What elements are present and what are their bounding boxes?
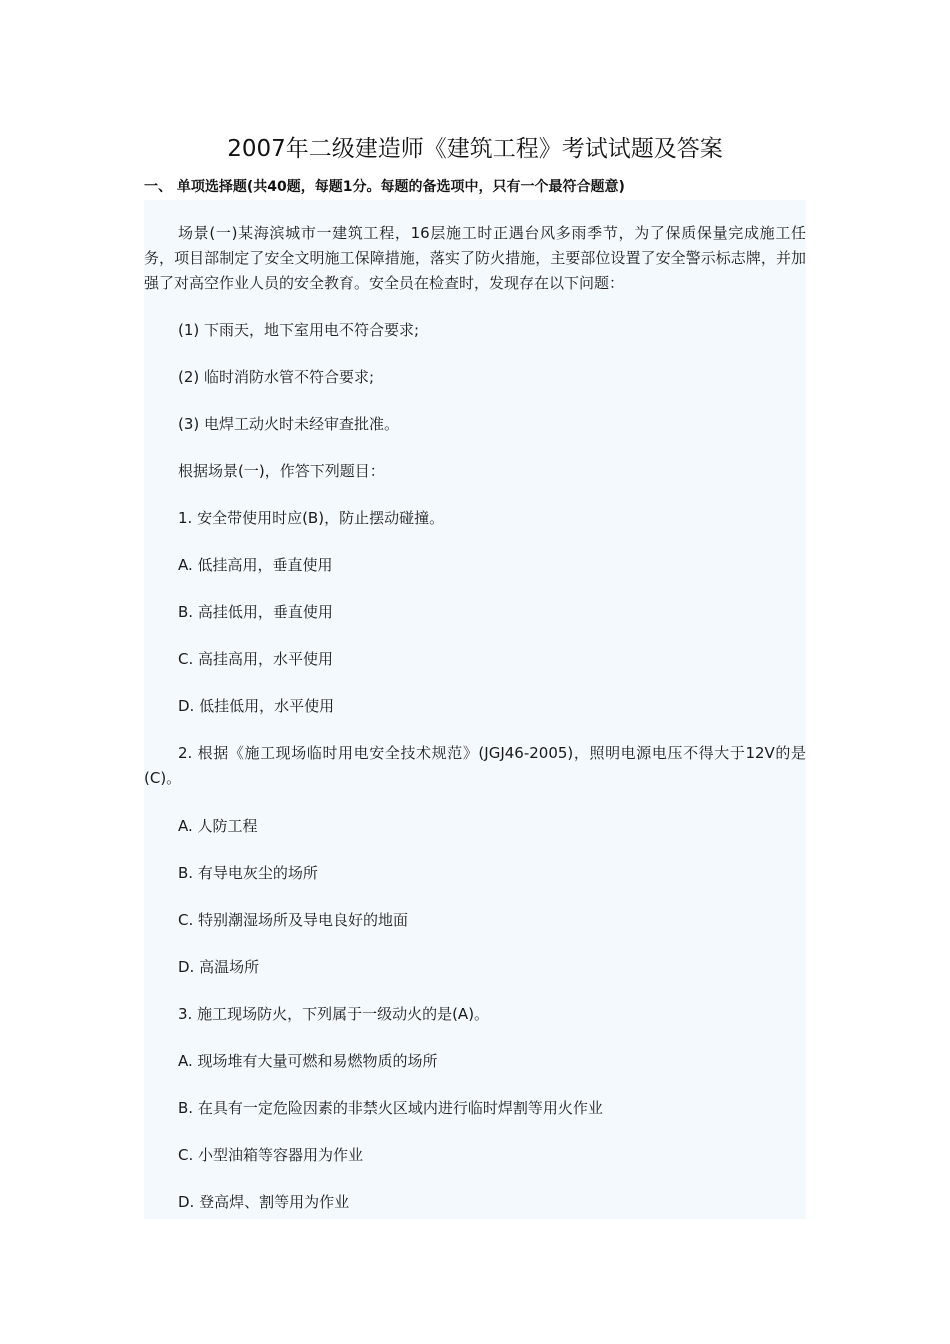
question-stem: 2. 根据《施工现场临时用电安全技术规范》(JGJ46-2005)，照明电源电压不得大于12V的是(C)。 <box>144 744 806 787</box>
question-option: D. 高温场所 <box>178 958 260 976</box>
question-option: B. 有导电灰尘的场所 <box>178 864 318 882</box>
question-option: C. 高挂高用，水平使用 <box>178 650 334 668</box>
section-heading: 一、 单项选择题(共40题，每题1分。每题的备选项中，只有一个最符合题意) <box>144 179 625 195</box>
question-option: A. 现场堆有大量可燃和易燃物质的场所 <box>178 1052 438 1070</box>
scenario-instruction: 根据场景(一)，作答下列题目： <box>178 462 385 480</box>
question-option: C. 小型油箱等容器用为作业 <box>178 1146 364 1164</box>
page-title: 2007年二级建造师《建筑工程》考试试题及答案 <box>227 136 723 162</box>
question-option: B. 在具有一定危险因素的非禁火区域内进行临时焊割等用火作业 <box>178 1099 603 1117</box>
scenario-issue: (3) 电焊工动火时未经审查批准。 <box>178 415 400 433</box>
question-option: A. 低挂高用，垂直使用 <box>178 556 333 574</box>
scenario-issue: (1) 下雨天，地下室用电不符合要求; <box>178 321 420 339</box>
scenario-intro: 场景(一)某海滨城市一建筑工程，16层施工时正遇台风多雨季节，为了保质保量完成施工任务，项目部制定了安全文明施工保障措施，落实了防火措施，主要部位设置了安全警示标志牌，并加强了对高空作业人员的安全教育。安全员在检查时，发现存在以下问题： <box>144 224 806 292</box>
question-option: B. 高挂低用，垂直使用 <box>178 603 333 621</box>
question-stem: 1. 安全带使用时应(B)，防止摆动碰撞。 <box>178 509 445 527</box>
question-option: D. 低挂低用，水平使用 <box>178 697 335 715</box>
scenario-issue: (2) 临时消防水管不符合要求; <box>178 368 375 386</box>
question-option: A. 人防工程 <box>178 817 258 835</box>
question-stem: 3. 施工现场防火，下列属于一级动火的是(A)。 <box>178 1005 490 1023</box>
content-panel <box>144 200 806 1219</box>
question-option: C. 特别潮湿场所及导电良好的地面 <box>178 911 409 929</box>
question-option: D. 登高焊、割等用为作业 <box>178 1193 350 1211</box>
